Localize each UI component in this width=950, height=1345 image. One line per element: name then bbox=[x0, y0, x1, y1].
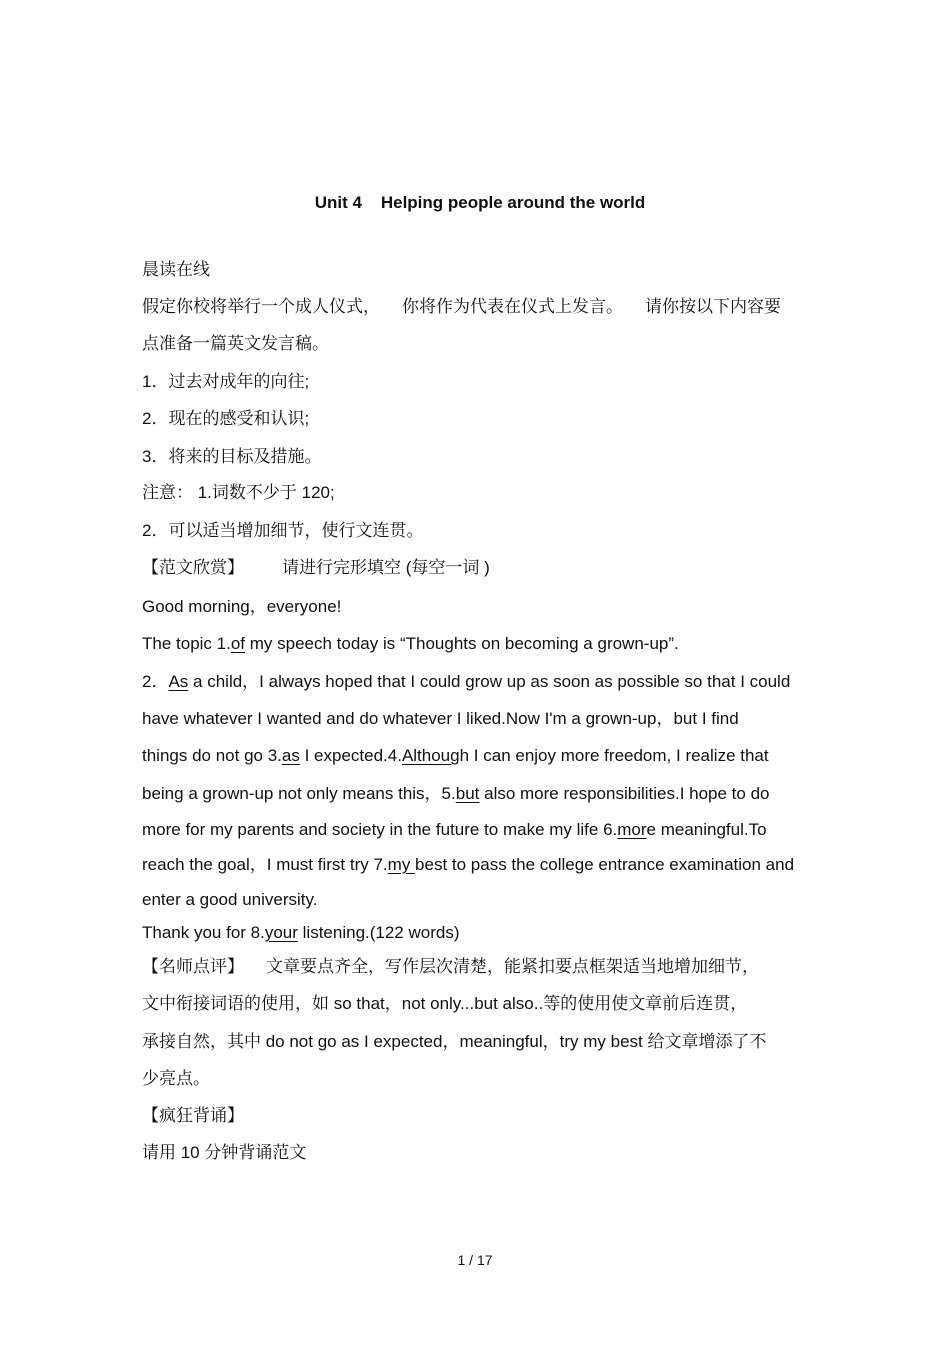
blank-answer-5: but bbox=[455, 784, 480, 803]
task-note-2: 2．可以适当增加细节，使行文连贯。 bbox=[142, 521, 424, 540]
essay-text: I expected.4. bbox=[299, 746, 402, 765]
essay-text: e meaningful.To bbox=[646, 820, 767, 839]
essay-line-8: enter a good university. bbox=[142, 890, 318, 909]
essay-line-7 bbox=[142, 854, 794, 876]
recite-heading: 【疯狂背诵】 bbox=[142, 1106, 244, 1125]
essay-text: things do not go 3. bbox=[142, 746, 282, 765]
essay-line-2 bbox=[142, 671, 790, 693]
appreciation-line bbox=[142, 557, 490, 579]
essay-line-1 bbox=[142, 633, 679, 655]
essay-line-5 bbox=[142, 783, 770, 805]
blank-answer-1: of bbox=[230, 634, 246, 653]
essay-text: The topic 1. bbox=[142, 634, 231, 653]
task-point-2: 2．现在的感受和认识; bbox=[142, 409, 310, 428]
task-point-1: 1．过去对成年的向往; bbox=[142, 372, 310, 391]
page-number: 1 / 17 bbox=[457, 1252, 493, 1268]
essay-text: my speech today is “Thoughts on becoming a grown-up”. bbox=[245, 634, 679, 653]
essay-text: a child，I always hoped that I could grow up as soon as possible so that I could bbox=[188, 672, 791, 691]
task-point-3: 3．将来的目标及措施。 bbox=[142, 447, 322, 466]
essay-line-3: have whatever I wanted and do whatever I liked.Now I'm a grown-up，but I find bbox=[142, 709, 739, 728]
comment-line-1 bbox=[142, 956, 759, 978]
essay-line-4 bbox=[142, 745, 769, 767]
task-note-1: 注意： 1.词数不少于 120; bbox=[142, 483, 335, 502]
blank-answer-6: mor bbox=[617, 820, 647, 839]
comment-line-2: 文中衔接词语的使用，如 so that，not only...but also..等的使用使文章前后连贯， bbox=[142, 994, 748, 1013]
recite-instruction: 请用 10 分钟背诵范文 bbox=[142, 1143, 307, 1162]
task-line-2: 点准备一篇英文发言稿。 bbox=[142, 334, 329, 353]
task-text: 假定你校将举行一个成人仪式， bbox=[142, 297, 380, 316]
comment-heading: 【名师点评】 bbox=[142, 957, 244, 976]
essay-line-9 bbox=[142, 922, 460, 944]
essay-text: h I can enjoy more freedom, I realize that bbox=[459, 746, 769, 765]
task-line-1 bbox=[142, 296, 781, 318]
essay-text: 2． bbox=[142, 672, 169, 691]
essay-text: reach the goal，I must first try 7. bbox=[142, 855, 388, 874]
essay-line-6 bbox=[142, 819, 767, 841]
essay-text: listening.(122 words) bbox=[297, 923, 460, 942]
blank-answer-8: your bbox=[264, 923, 298, 942]
blank-answer-2: As bbox=[168, 672, 189, 691]
comment-line-3: 承接自然，其中 do not go as I expected，meaningful，try my best 给文章增添了不 bbox=[142, 1032, 767, 1051]
essay-text: Thank you for 8. bbox=[142, 923, 265, 942]
blank-answer-3: as bbox=[281, 746, 300, 765]
section-heading-morning-reading: 晨读在线 bbox=[142, 260, 210, 279]
appreciation-heading: 【范文欣赏】 bbox=[142, 558, 244, 577]
essay-text: also more responsibilities.I hope to do bbox=[479, 784, 770, 803]
essay-text: being a grown-up not only means this，5. bbox=[142, 784, 456, 803]
comment-text: 文章要点齐全，写作层次清楚，能紧扣要点框架适当地增加细节， bbox=[266, 957, 759, 976]
essay-text: more for my parents and society in the future to make my life 6. bbox=[142, 820, 618, 839]
appreciation-instruction: 请进行完形填空 (每空一词 ) bbox=[282, 558, 490, 577]
blank-answer-4: Althoug bbox=[401, 746, 460, 765]
essay-text: best to pass the college entrance examination and bbox=[415, 855, 795, 874]
task-text: 请你按以下内容要 bbox=[645, 297, 781, 316]
page-title: Unit 4 Helping people around the world bbox=[314, 193, 646, 212]
blank-answer-7: my bbox=[387, 855, 416, 874]
task-text: 你将作为代表在仪式上发言。 bbox=[402, 297, 623, 316]
comment-line-4: 少亮点。 bbox=[142, 1069, 210, 1088]
essay-greeting: Good morning，everyone! bbox=[142, 597, 342, 616]
